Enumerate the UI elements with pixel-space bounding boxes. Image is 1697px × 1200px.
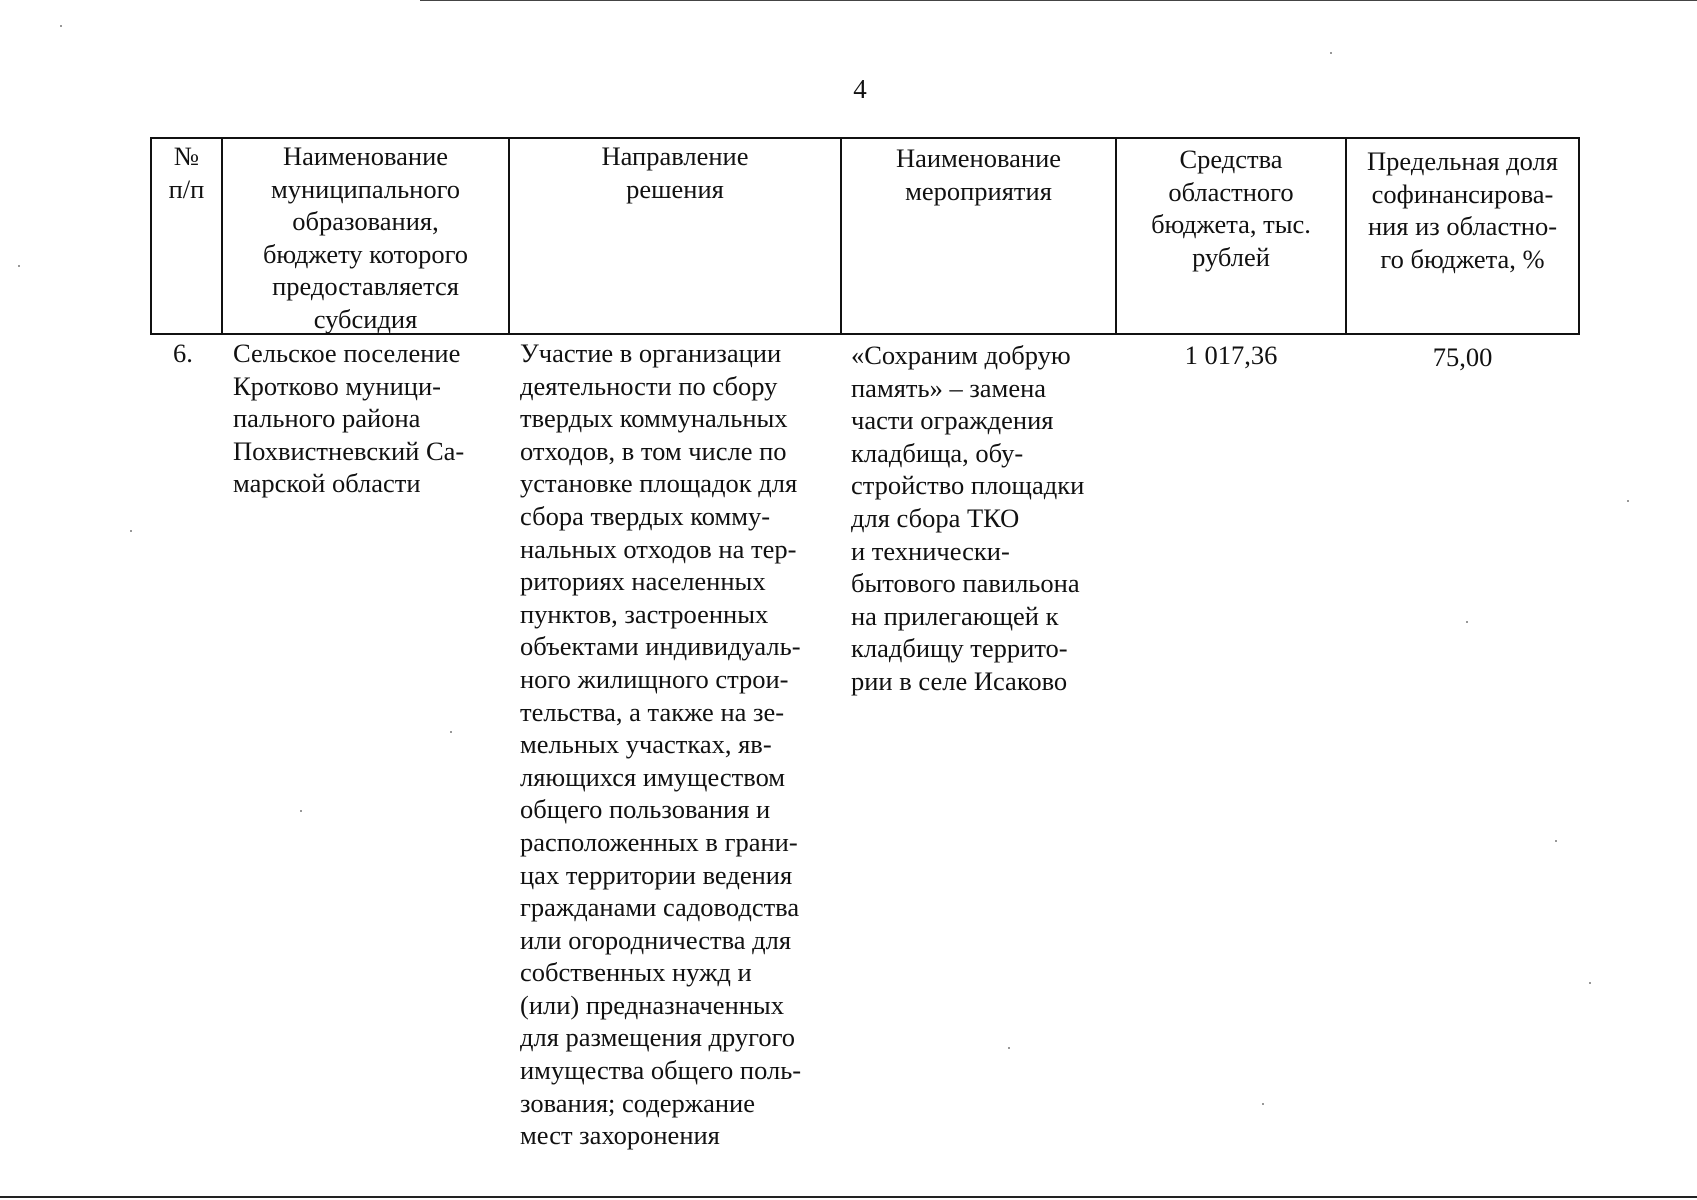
- scan-speck: [300, 810, 302, 812]
- scan-speck: [1589, 982, 1591, 984]
- scan-speck: [1555, 840, 1557, 842]
- scan-speck: [130, 530, 132, 532]
- header-event: Наименование мероприятия: [895, 143, 1062, 206]
- scan-speck: [18, 265, 20, 267]
- scan-speck: [1330, 52, 1332, 54]
- row-funds: 1 017,36: [1184, 340, 1278, 370]
- scan-speck: [1008, 1047, 1010, 1049]
- header-direction: Направление решения: [601, 141, 749, 204]
- scan-speck: [450, 731, 452, 733]
- table-top-border: [150, 137, 1580, 139]
- row-share: 75,00: [1432, 342, 1493, 372]
- scan-speck: [60, 25, 62, 27]
- header-funds: Средства областного бюджета, тыс. рублей: [1151, 144, 1311, 272]
- header-num: № п/п: [168, 141, 205, 204]
- row-event: «Сохраним добрую память» – замена части ограждения кладбища, обу- стройство площадки для сбора ТКО и технически- бытового павильона на прилегающей к кладбищу террито- рии в селе Исаково: [851, 340, 1085, 696]
- header-municipality: Наименование муниципального образования, бюджету которого предоставляется субсидия: [262, 141, 469, 334]
- row-num: 6.: [173, 338, 193, 368]
- table-right-border: [1578, 137, 1580, 335]
- scan-speck: [1262, 1103, 1264, 1105]
- page-number: 4: [853, 74, 867, 104]
- row-direction: Участие в организации деятельности по сбору твердых коммунальных отходов, в том числе по установке площадок для сбора твердых комму- нальных отходов на тер- риториях населенных пунктов, застроенных объектами индивидуаль- ного жилищного строи- тельства, а также на зе- мельных участках, яв- ляющихся имуществом общего пользования и расположенных в грани- цах территории ведения гражданами садоводства или огородничества для собственных нужд и (или) предназначенных для размещения другого имущества общего поль- зования; содержание мест захоронения: [520, 338, 802, 1151]
- header-share: Предельная доля софинансирова- ния из областно- го бюджета, %: [1367, 146, 1558, 274]
- bottom-edge-rule: [0, 1196, 1697, 1198]
- scan-speck: [1627, 500, 1629, 502]
- top-edge-rule: [420, 0, 1697, 1]
- scan-speck: [1466, 621, 1468, 623]
- row-municipality: Сельское поселение Кротково муници- пального района Похвистневский Са- марской области: [233, 338, 465, 499]
